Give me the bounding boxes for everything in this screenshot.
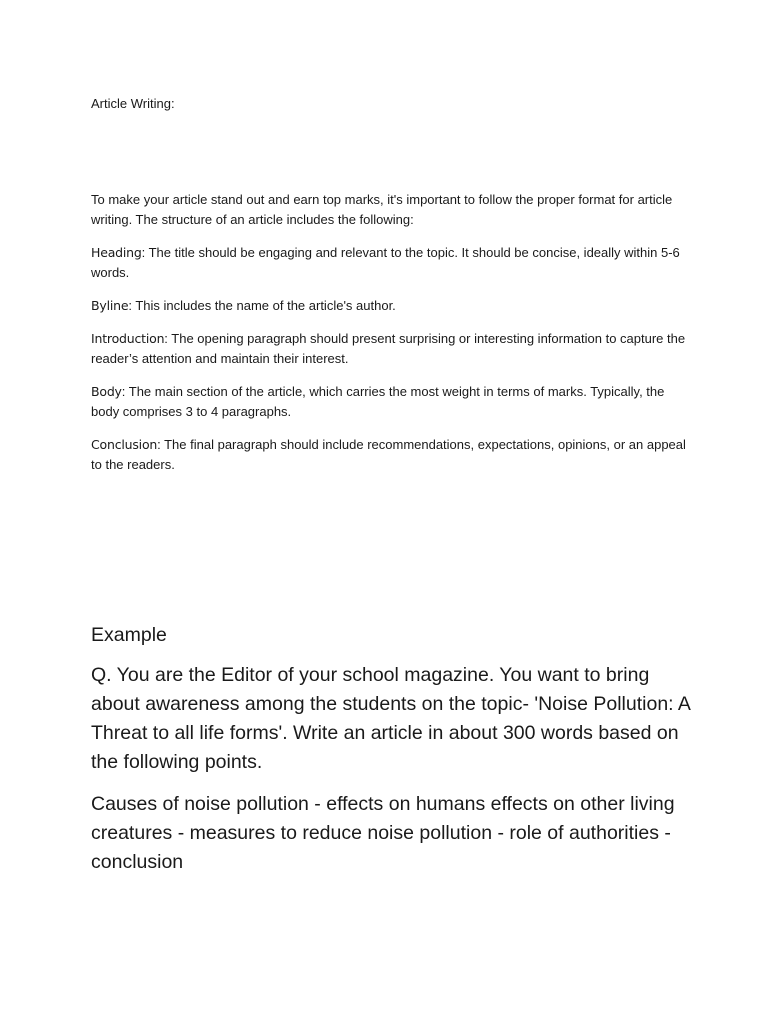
structure-description: : This includes the name of the article's author. bbox=[128, 298, 396, 313]
structure-item-byline bbox=[91, 296, 691, 316]
structure-description: : The final paragraph should include recommendations, expectations, opinions, or an appeal to the readers. bbox=[91, 437, 686, 472]
structure-term: Body bbox=[91, 384, 122, 399]
structure-term: Conclusion bbox=[91, 437, 158, 452]
structure-term: Byline bbox=[91, 298, 129, 313]
structure-description: : The main section of the article, which carries the most weight in terms of marks. Typically, the body comprises 3 to 4 paragraphs. bbox=[91, 384, 665, 419]
structure-item-introduction bbox=[91, 329, 691, 369]
structure-item-heading bbox=[91, 243, 691, 283]
example-question: Q. You are the Editor of your school magazine. You want to bring about awareness among the students on the topic- 'Noise Pollution: A Threat to all life forms'. Write an article in about 300 words based on the following points. bbox=[91, 664, 690, 773]
intro-paragraph: To make your article stand out and earn top marks, it's important to follow the proper format for article writing. The structure of an article includes the following: bbox=[91, 192, 673, 227]
example-points: Causes of noise pollution - effects on humans effects on other living creatures - measures to reduce noise pollution - role of authorities - conclusion bbox=[91, 793, 675, 873]
structure-description: : The title should be engaging and relevant to the topic. It should be concise, ideally within 5-6 words. bbox=[91, 245, 680, 280]
structure-description: : The opening paragraph should present surprising or interesting information to capture the reader’s attention and maintain their interest. bbox=[91, 331, 686, 366]
structure-item-body bbox=[91, 382, 691, 422]
structure-list bbox=[91, 243, 691, 488]
structure-term: Heading bbox=[91, 245, 142, 260]
structure-term: Introduction bbox=[91, 331, 165, 346]
document-label: Article Writing: bbox=[91, 96, 175, 111]
structure-item-conclusion bbox=[91, 435, 691, 475]
example-heading: Example bbox=[91, 624, 167, 646]
